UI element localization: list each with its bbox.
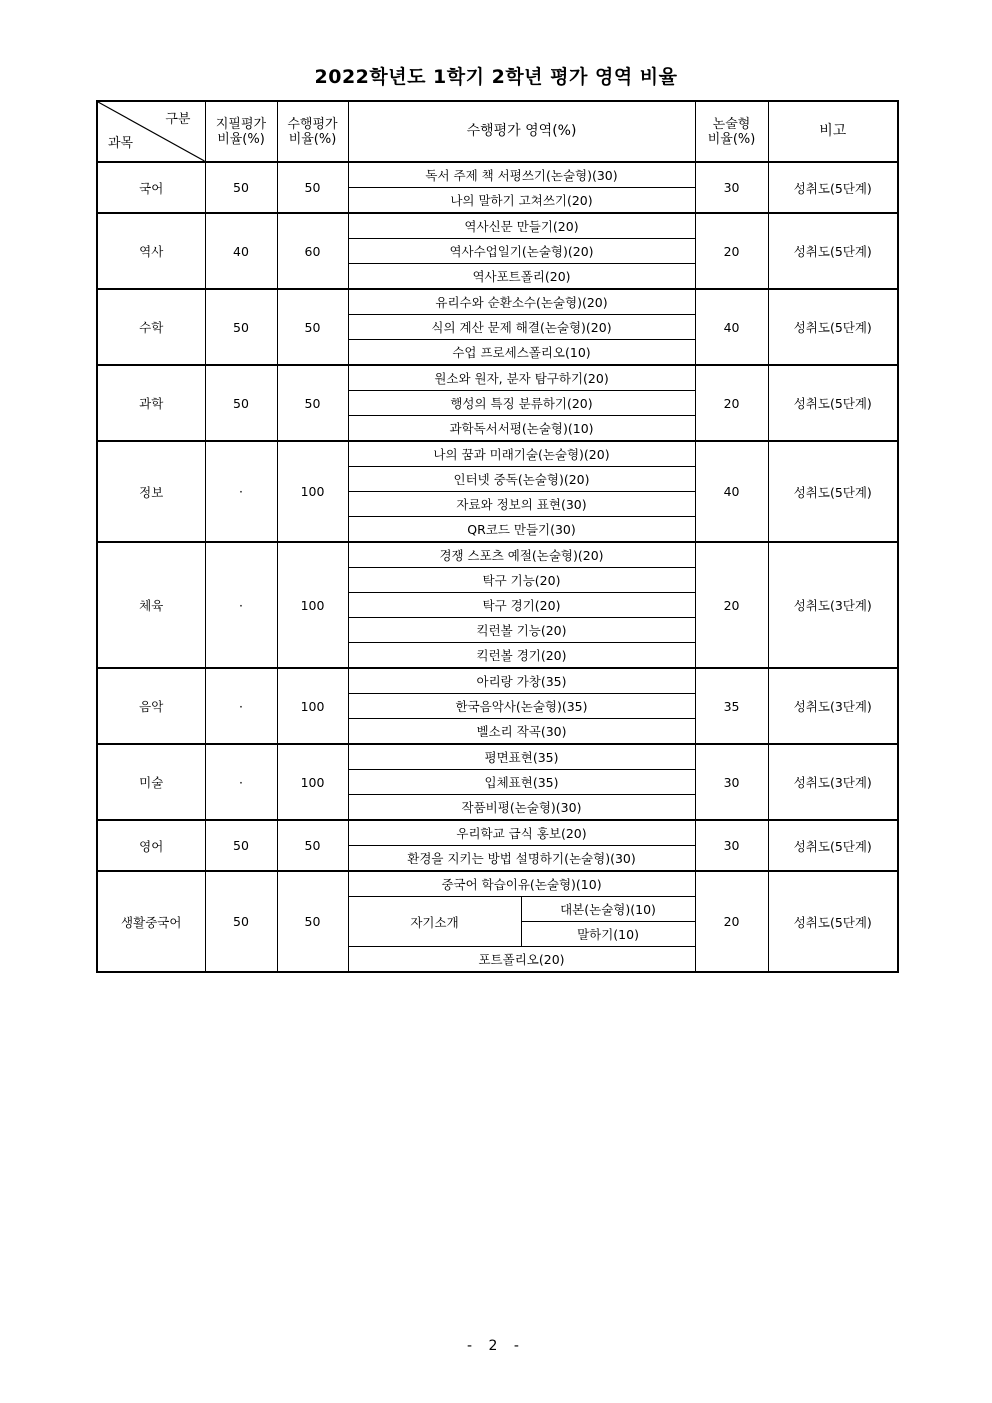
table-row [97,441,898,467]
page-number: - 2 - [467,1338,525,1354]
table-row [97,289,898,315]
subject-name: 국어 [97,162,205,213]
performance-area: 킥런볼 경기(20) [348,643,695,669]
performance-area: 유리수와 순환소수(논술형)(20) [348,289,695,315]
header-row [97,101,898,162]
essay-ratio-value: 30 [695,162,768,213]
essay-ratio-value: 30 [695,744,768,820]
performance-area: 수업 프로세스폴리오(10) [348,340,695,366]
performance-area: 탁구 기능(20) [348,568,695,593]
written-ratio-value: 50 [205,871,277,972]
written-ratio-value: · [205,441,277,542]
written-ratio-value: · [205,542,277,668]
remarks-header: 비고 [768,101,898,162]
performance-ratio-value: 100 [277,441,348,542]
remarks-value: 성취도(5단계) [768,441,898,542]
essay-ratio-line2: 비율(%) [707,131,756,147]
table-row [97,668,898,694]
written-ratio-value: 50 [205,820,277,871]
essay-ratio-line1: 논술형 [712,116,751,132]
remarks-value: 성취도(5단계) [768,289,898,365]
corner-top-label: 구분 [165,112,191,127]
performance-area: 나의 꿈과 미래기술(논술형)(20) [348,441,695,467]
subject-name: 음악 [97,668,205,744]
performance-ratio-value: 50 [277,871,348,972]
essay-ratio-header [695,101,768,162]
remarks-value: 성취도(5단계) [768,871,898,972]
self-intro-sub-area: 말하기(10) [521,922,695,947]
remarks-value: 성취도(5단계) [768,213,898,289]
performance-area: 입체표현(35) [348,770,695,795]
subject-name: 영어 [97,820,205,871]
table-row [97,542,898,568]
performance-ratio-value: 100 [277,744,348,820]
performance-ratio-value: 100 [277,542,348,668]
performance-area: 경쟁 스포츠 예절(논술형)(20) [348,542,695,568]
subject-name: 생활중국어 [97,871,205,972]
subject-name: 과학 [97,365,205,441]
page-title: 2022학년도 1학기 2학년 평가 영역 비율 [314,66,678,88]
performance-area: 한국음악사(논술형)(35) [348,694,695,719]
performance-area: 포트폴리오(20) [348,947,695,973]
remarks-value: 성취도(5단계) [768,162,898,213]
written-ratio-value: 40 [205,213,277,289]
essay-ratio-value: 30 [695,820,768,871]
performance-ratio-value: 100 [277,668,348,744]
performance-area: 독서 주제 책 서평쓰기(논술형)(30) [348,162,695,188]
table-row [97,162,898,188]
performance-area: 인터넷 중독(논술형)(20) [348,467,695,492]
performance-area: 원소와 원자, 분자 탐구하기(20) [348,365,695,391]
written-ratio-value: 50 [205,162,277,213]
performance-area: QR코드 만들기(30) [348,517,695,543]
remarks-value: 성취도(5단계) [768,365,898,441]
essay-ratio-value: 20 [695,871,768,972]
performance-area: 나의 말하기 고쳐쓰기(20) [348,188,695,214]
performance-ratio-line2: 비율(%) [288,131,337,147]
performance-area: 역사신문 만들기(20) [348,213,695,239]
table-row [97,365,898,391]
self-intro-label: 자기소개 [348,897,521,947]
table-row [97,820,898,846]
performance-ratio-header [277,101,348,162]
subject-name: 체육 [97,542,205,668]
essay-ratio-value: 40 [695,441,768,542]
performance-area: 작품비평(논술형)(30) [348,795,695,821]
performance-areas-header: 수행평가 영역(%) [348,101,695,162]
evaluation-ratio-table [96,100,899,973]
table-row [97,871,898,897]
performance-ratio-value: 50 [277,162,348,213]
performance-area: 과학독서서평(논술형)(10) [348,416,695,442]
remarks-value: 성취도(5단계) [768,820,898,871]
written-ratio-header [205,101,277,162]
performance-area: 식의 계산 문제 해결(논술형)(20) [348,315,695,340]
written-ratio-value: · [205,744,277,820]
performance-area: 자료와 정보의 표현(30) [348,492,695,517]
remarks-value: 성취도(3단계) [768,744,898,820]
remarks-value: 성취도(3단계) [768,542,898,668]
remarks-value: 성취도(3단계) [768,668,898,744]
performance-area: 벨소리 작곡(30) [348,719,695,745]
essay-ratio-value: 20 [695,365,768,441]
table-body [97,162,898,972]
corner-header-cell [97,101,205,162]
performance-area: 평면표현(35) [348,744,695,770]
subject-name: 역사 [97,213,205,289]
performance-area: 킥런볼 기능(20) [348,618,695,643]
essay-ratio-value: 20 [695,213,768,289]
performance-area: 환경을 지키는 방법 설명하기(논술형)(30) [348,846,695,872]
written-ratio-line2: 비율(%) [217,131,265,147]
written-ratio-line1: 지필평가 [215,116,267,132]
performance-ratio-value: 60 [277,213,348,289]
performance-ratio-value: 50 [277,365,348,441]
performance-area: 행성의 특징 분류하기(20) [348,391,695,416]
performance-ratio-line1: 수행평가 [287,116,338,132]
subject-name: 정보 [97,441,205,542]
performance-area: 역사포트폴리(20) [348,264,695,290]
table-row [97,744,898,770]
diagonal-line [98,102,205,161]
performance-area: 중국어 학습이유(논술형)(10) [348,871,695,897]
performance-ratio-value: 50 [277,289,348,365]
subject-name: 수학 [97,289,205,365]
corner-bottom-label: 과목 [108,136,134,151]
subject-name: 미술 [97,744,205,820]
written-ratio-value: · [205,668,277,744]
performance-ratio-value: 50 [277,820,348,871]
performance-area: 탁구 경기(20) [348,593,695,618]
performance-area: 아리랑 가창(35) [348,668,695,694]
self-intro-sub-area: 대본(논술형)(10) [521,897,695,922]
written-ratio-value: 50 [205,289,277,365]
essay-ratio-value: 35 [695,668,768,744]
performance-area: 우리학교 급식 홍보(20) [348,820,695,846]
written-ratio-value: 50 [205,365,277,441]
table-row [97,213,898,239]
essay-ratio-value: 40 [695,289,768,365]
essay-ratio-value: 20 [695,542,768,668]
performance-area: 역사수업일기(논술형)(20) [348,239,695,264]
